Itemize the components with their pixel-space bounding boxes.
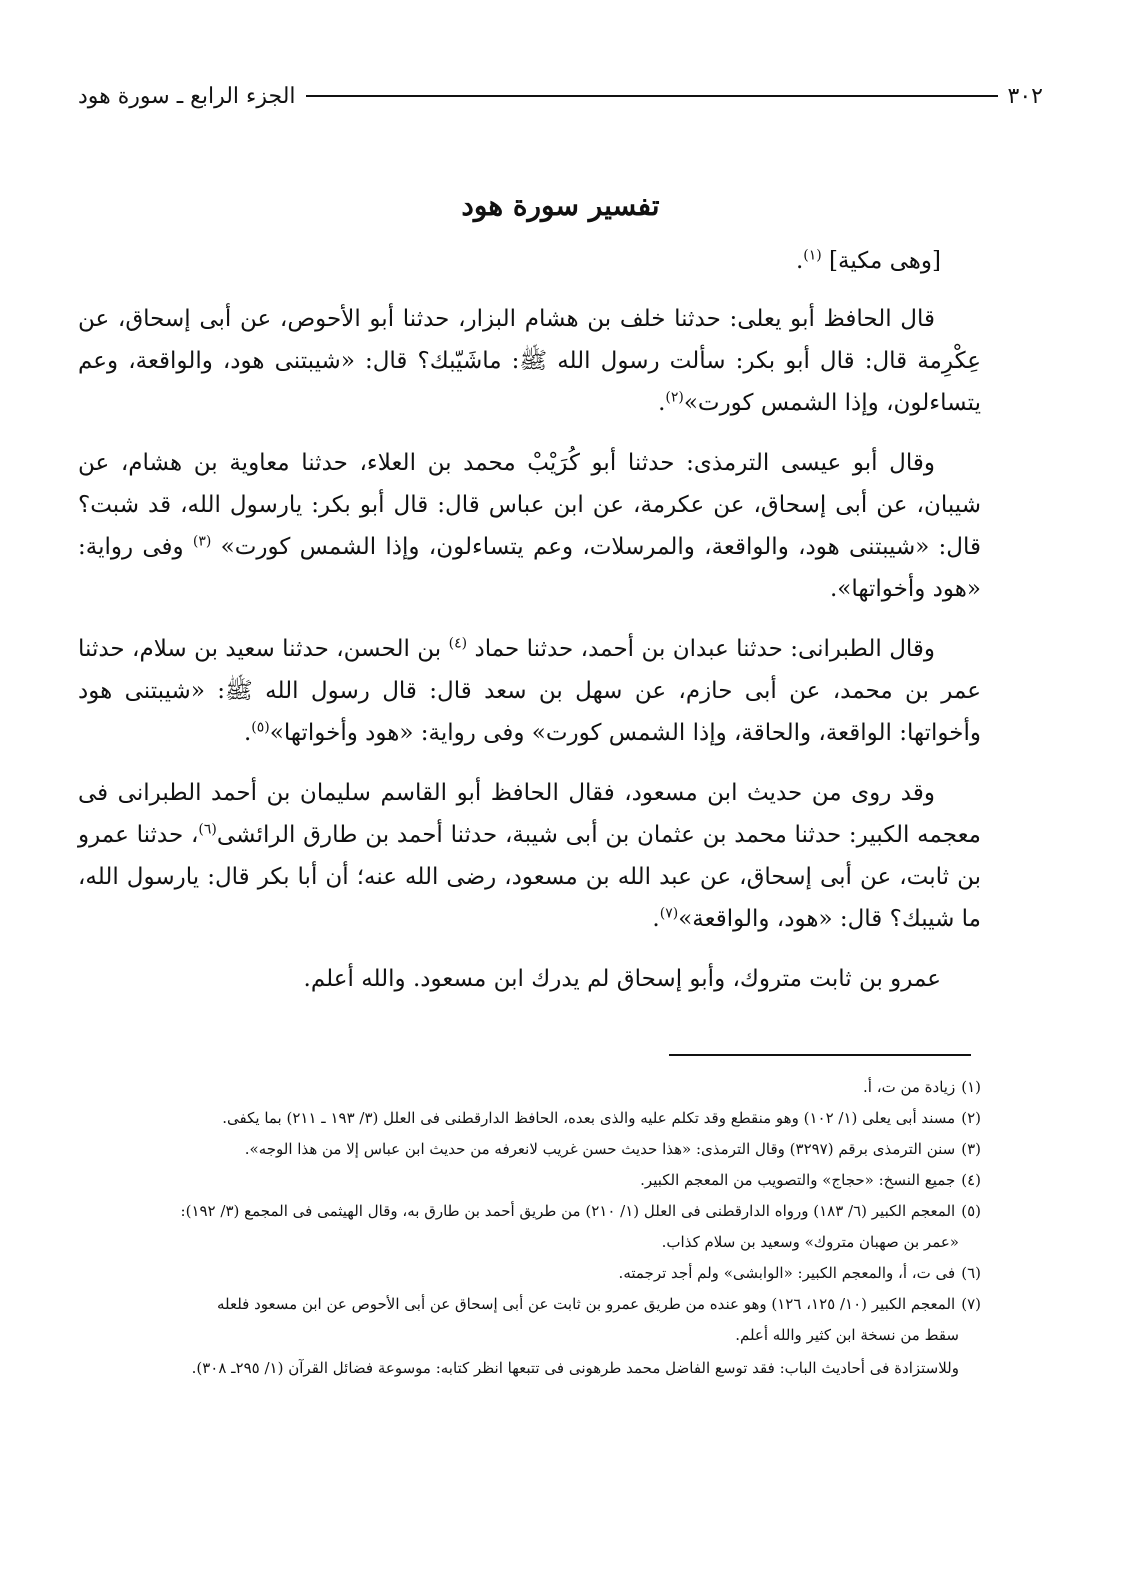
paragraph bbox=[78, 298, 981, 424]
running-title: الجزء الرابع ـ سورة هود bbox=[78, 83, 296, 109]
intro-line: [وهى مكية] $^{(١)}$. bbox=[795, 247, 941, 274]
closing-remark: عمرو بن ثابت متروك، وأبو إسحاق لم يدرك ابن مسعود. والله أعلم. bbox=[303, 966, 941, 992]
page-title: تفسير سورة هود bbox=[461, 189, 660, 222]
footnote-divider bbox=[669, 1054, 971, 1056]
footnote-continuation: «عمر بن صهبان متروك» وسعيد بن سلام كذاب. bbox=[661, 1233, 959, 1251]
page-number: ٣٠٢ bbox=[1007, 83, 1043, 109]
footnote-text: جميع النسخ: «حجاج» والتصويب من المعجم الكبير. bbox=[640, 1171, 956, 1189]
footnote-number: (٧) bbox=[961, 1295, 981, 1313]
footnote-text: سنن الترمذى برقم (٣٢٩٧) وقال الترمذى: «هذا حديث حسن غريب لانعرفه من حديث ابن عباس إلا من هذا الوجه». bbox=[244, 1140, 956, 1158]
footnote-number: (٦) bbox=[961, 1264, 981, 1282]
footnote-number: (٢) bbox=[961, 1109, 981, 1127]
paragraph-tail: وفى رواية: «هود وأخواتها». bbox=[78, 534, 981, 602]
footnote-number: (٤) bbox=[961, 1171, 981, 1189]
paragraph-tail: . bbox=[652, 906, 660, 932]
paragraph-text: وقد روى من حديث ابن مسعود، فقال الحافظ أبو القاسم سليمان بن أحمد الطبرانى فى معجمه الكبير: حدثنا محمد بن عثمان بن أبى شيبة، حدثنا أحمد بن طارق الرائشى bbox=[78, 780, 981, 848]
footnote-marker: (٣) bbox=[192, 533, 212, 550]
footnote-text: مسند أبى يعلى (١/ ١٠٢) وهو منقطع وقد تكلم عليه والذى بعده، الحافظ الدارقطنى فى العلل (٣/ ١٩٣ ـ ٢١١) بما يكفى. bbox=[222, 1109, 956, 1127]
footnote bbox=[78, 1196, 981, 1227]
paragraph bbox=[78, 772, 981, 940]
footnote bbox=[78, 1289, 981, 1320]
paragraph-text: وقال الطبرانى: حدثنا عبدان بن أحمد، حدثنا حماد bbox=[474, 636, 936, 662]
footnote-extra: وللاستزادة فى أحاديث الباب: فقد توسع الفاضل محمد طرهونى فى تتبعها انظر كتابه: موسوعة فضائل القرآن (١/ ٢٩٥ـ ٣٠٨). bbox=[191, 1359, 959, 1377]
footnote-text: زيادة من ت، أ. bbox=[863, 1078, 956, 1096]
footnote-marker: (٤) bbox=[448, 635, 468, 652]
footnote bbox=[78, 1072, 981, 1103]
paragraph-tail: . bbox=[658, 390, 666, 416]
paragraph bbox=[78, 628, 981, 754]
footnote bbox=[78, 1134, 981, 1165]
footnote bbox=[78, 1103, 981, 1134]
footnote-marker: (٥) bbox=[251, 719, 270, 736]
intro-text: [وهى مكية] bbox=[829, 248, 941, 274]
footnote-marker: (٦) bbox=[198, 821, 217, 838]
paragraph-tail: بن الحسن، حدثنا سعيد بن سلام، حدثنا عمر بن محمد، عن أبى حازم، عن سهل بن سعد قال: قال رسول الله ﷺ: «شيبتنى هود وأخواتها: الواقعة، والحاقة، وإذا الشمس كورت» وفى رواية: «هود وأخواتها» bbox=[78, 636, 981, 746]
footnote-marker: (١) bbox=[803, 247, 822, 264]
footnote bbox=[78, 1258, 981, 1289]
footnote-number: (٣) bbox=[961, 1140, 981, 1158]
paragraph bbox=[78, 442, 981, 610]
footnote-continuation: سقط من نسخة ابن كثير والله أعلم. bbox=[735, 1326, 959, 1344]
footnote bbox=[78, 1165, 981, 1196]
footnote-number: (٥) bbox=[961, 1202, 981, 1220]
paragraph-tail: . bbox=[243, 720, 252, 746]
paragraph-tail: ، حدثنا عمرو بن ثابت، عن أبى إسحاق، عن عبد الله بن مسعود، رضى الله عنه؛ أن أبا بكر قال: يارسول الله، ما شيبك؟ قال: «هود، والواقعة» bbox=[78, 822, 981, 932]
footnote-text: فى ت، أ، والمعجم الكبير: «الوابشى» ولم أجد ترجمته. bbox=[618, 1264, 956, 1282]
footnotes bbox=[78, 1072, 981, 1384]
paragraph-text: وقال أبو عيسى الترمذى: حدثنا أبو كُرَيْبْ محمد بن العلاء، حدثنا معاوية بن هشام، عن شيبان، عن أبى إسحاق، عن عكرمة، عن ابن عباس قال: قال أبو بكر: يارسول الله، قد شبت؟ قال: «شيبتنى هود، والواقعة، والمرسلات، وعم يتساءلون، وإذا الشمس كورت» bbox=[78, 450, 982, 560]
footnote-text: المعجم الكبير (٦/ ١٨٣) ورواه الدارقطنى فى العلل (١/ ٢١٠) من طريق أحمد بن طارق به، وقال الهيثمى فى المجمع (٣/ ١٩٢): bbox=[180, 1202, 956, 1220]
footnote-number: (١) bbox=[961, 1078, 981, 1096]
running-header bbox=[78, 76, 1043, 116]
footnote-text: المعجم الكبير (١٠/ ١٢٥، ١٢٦) وهو عنده من طريق عمرو بن ثابت عن أبى إسحاق عن أبى الأحوص عن ابن مسعود فلعله bbox=[216, 1295, 956, 1313]
main-text bbox=[78, 240, 981, 1018]
header-rule bbox=[306, 95, 998, 97]
footnote-marker: (٢) bbox=[665, 389, 684, 406]
paragraph-text: قال الحافظ أبو يعلى: حدثنا خلف بن هشام البزار، حدثنا أبو الأحوص، عن أبى إسحاق، عن عِكْرِمة قال: قال أبو بكر: سألت رسول الله ﷺ: ماشَيّبك؟ قال: «شيبتنى هود، والواقعة، وعم يتساءلون، وإذا الشمس كورت» bbox=[78, 306, 981, 416]
footnote-marker: (٧) bbox=[659, 905, 679, 922]
